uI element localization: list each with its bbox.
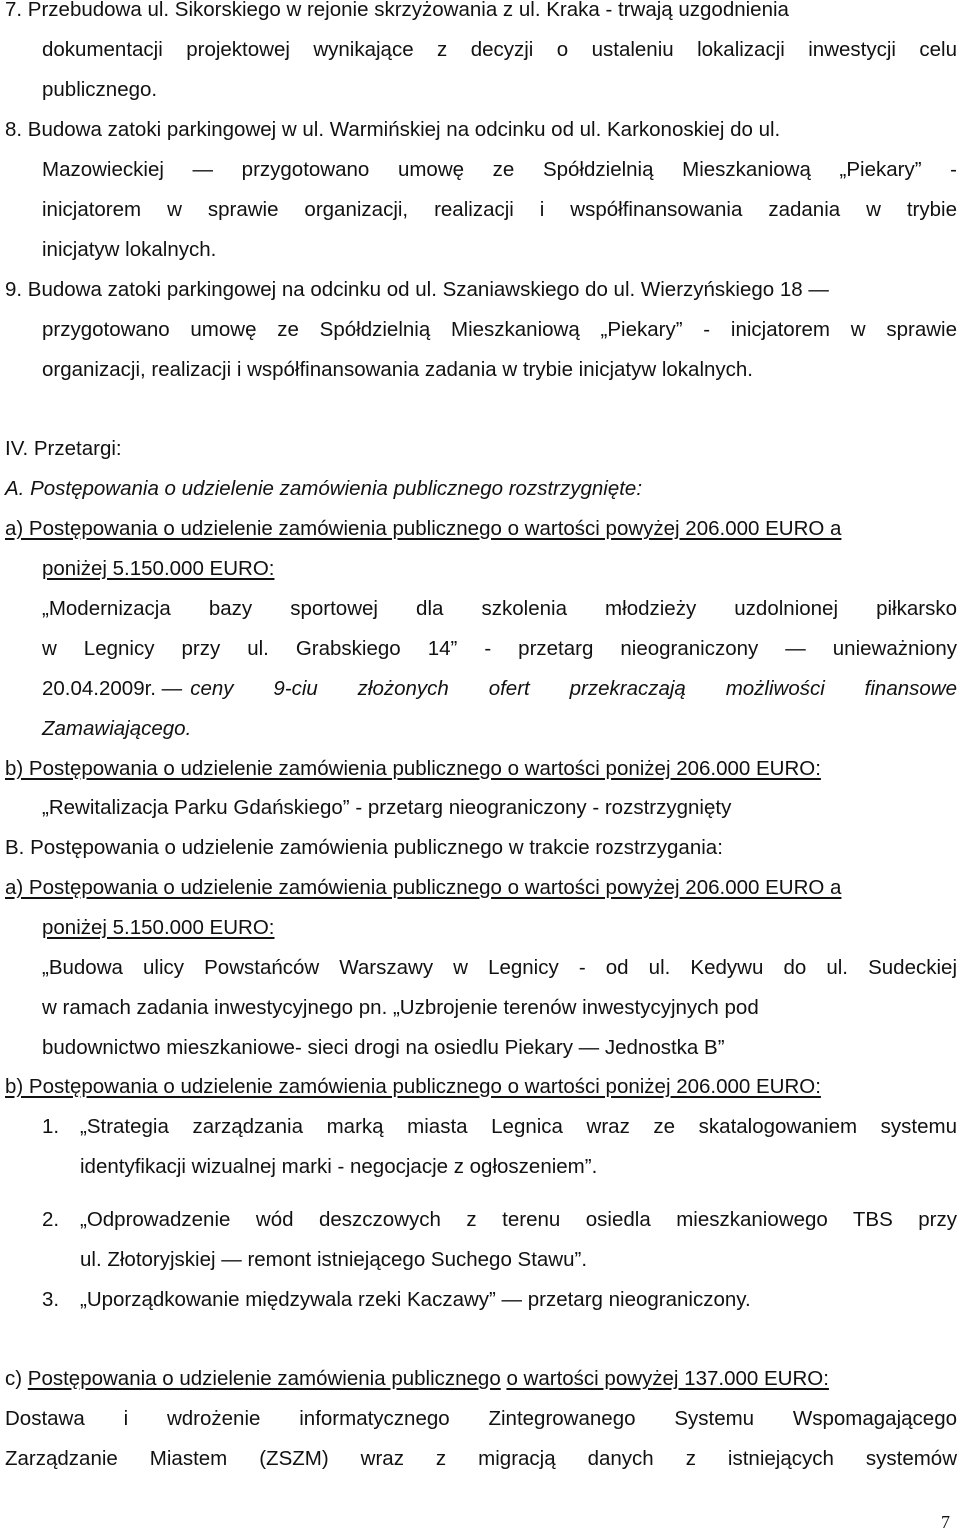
list-item-line-2: ul. Złotoryjskiej — remont istniejącego Suchego Stawu”. xyxy=(80,1248,588,1271)
item-9-line-2: przygotowano umowę ze Spółdzielnią Mieszkaniową „Piekary” - inicjatorem w sprawie xyxy=(42,318,957,341)
item-7-line-3: publicznego. xyxy=(42,78,158,101)
section-b-c-text-line-2: Zarządzanie Miastem (ZSZM) wraz z migracją danych z istniejących systemów xyxy=(5,1447,957,1470)
item-7-line-1: 7. Przebudowa ul. Sikorskiego w rejonie skrzyżowania z ul. Kraka - trwają uzgodnienia xyxy=(5,0,789,21)
section-b-b-line-1: b) Postępowania o udzielenie zamówienia publicznego o wartości poniżej 206.000 EURO: xyxy=(5,1075,821,1098)
item-9-line-3: organizacji, realizacji i współfinansowania zadania w trybie inicjatyw lokalnych. xyxy=(42,358,754,381)
item-8-line-3: inicjatorem w sprawie organizacji, realizacji i współfinansowania zadania w trybie xyxy=(42,198,957,221)
section-b-c-prefix: c) xyxy=(5,1367,28,1390)
section-b-a-item-line-1: „Budowa ulicy Powstańców Warszawy w Legnicy - od ul. Kedywu do ul. Sudeckiej xyxy=(42,956,957,979)
section-a-b-line-1: b) Postępowania o udzielenie zamówienia publicznego o wartości poniżej 206.000 EURO: xyxy=(5,757,821,780)
item-9-line-1: 9. Budowa zatoki parkingowej na odcinku od ul. Szaniawskiego do ul. Wierzyńskiego 18 — xyxy=(5,278,829,301)
section-a-heading: A. Postępowania o udzielenie zamówienia publicznego rozstrzygnięte: xyxy=(5,477,643,500)
section-a-a-line-1: a) Postępowania o udzielenie zamówienia publicznego o wartości powyżej 206.000 EURO a xyxy=(5,517,842,540)
section-b-a-item-line-2: w ramach zadania inwestycyjnego pn. „Uzbrojenie terenów inwestycyjnych pod xyxy=(42,996,759,1019)
section-b-a-item-line-3: budownictwo mieszkaniowe- sieci drogi na osiedlu Piekary — Jednostka B” xyxy=(42,1036,725,1059)
item-8-line-4: inicjatyw lokalnych. xyxy=(42,238,217,261)
section-b-c-part-2: o wartości powyżej 137.000 EURO: xyxy=(506,1367,829,1390)
section-a-a-item-line-2: w Legnicy przy ul. Grabskiego 14” - przetarg nieograniczony — unieważniony xyxy=(42,637,957,660)
item-8-line-2: Mazowieckiej — przygotowano umowę ze Spółdzielnią Mieszkaniową „Piekary” - xyxy=(42,158,957,181)
list-item-number: 2. xyxy=(42,1208,60,1231)
item-8-line-1: 8. Budowa zatoki parkingowej w ul. Warmińskiej na odcinku od ul. Karkonoskiej do ul. xyxy=(5,118,781,141)
section-a-a-item-reason: ceny 9-ciu złożonych ofert przekraczają możliwości finansowe xyxy=(190,677,957,700)
list-item-line-2: identyfikacji wizualnej marki - negocjacje z ogłoszeniem”. xyxy=(80,1155,598,1178)
section-iv-heading: IV. Przetargi: xyxy=(5,437,122,460)
section-a-a-item-line-3 xyxy=(42,677,957,701)
item-7-line-2: dokumentacji projektowej wynikające z decyzji o ustaleniu lokalizacji inwestycji celu xyxy=(42,38,957,61)
list-item-line-1: „Odprowadzenie wód deszczowych z terenu osiedla mieszkaniowego TBS przy xyxy=(80,1208,957,1231)
list-item-line-1: „Strategia zarządzania marką miasta Legnica wraz ze skatalogowaniem systemu xyxy=(80,1115,957,1138)
section-a-a-item-date: 20.04.2009r. — xyxy=(42,677,183,700)
section-b-a-line-2: poniżej 5.150.000 EURO: xyxy=(42,916,275,939)
section-a-a-line-2: poniżej 5.150.000 EURO: xyxy=(42,557,275,580)
list-item-line-1: „Uporządkowanie międzywala rzeki Kaczawy” — przetarg nieograniczony. xyxy=(80,1288,751,1311)
section-b-a-line-1: a) Postępowania o udzielenie zamówienia publicznego o wartości powyżej 206.000 EURO a xyxy=(5,876,842,899)
list-item-number: 3. xyxy=(42,1288,60,1311)
section-a-a-item-line-4: Zamawiającego. xyxy=(42,717,192,740)
section-a-b-item: „Rewitalizacja Parku Gdańskiego” - przetarg nieograniczony - rozstrzygnięty xyxy=(42,796,732,819)
section-a-a-item-line-1: „Modernizacja bazy sportowej dla szkolenia młodzieży uzdolnionej piłkarsko xyxy=(42,597,957,620)
section-b-c-line-1 xyxy=(5,1367,829,1391)
section-b-c-text-line-1: Dostawa i wdrożenie informatycznego Zintegrowanego Systemu Wspomagającego xyxy=(5,1407,957,1430)
list-item-number: 1. xyxy=(42,1115,60,1138)
page-number: 7 xyxy=(941,1512,950,1532)
section-b-heading: B. Postępowania o udzielenie zamówienia publicznego w trakcie rozstrzygania: xyxy=(5,836,723,859)
section-b-c-part-1: Postępowania o udzielenie zamówienia publicznego xyxy=(27,1367,501,1390)
